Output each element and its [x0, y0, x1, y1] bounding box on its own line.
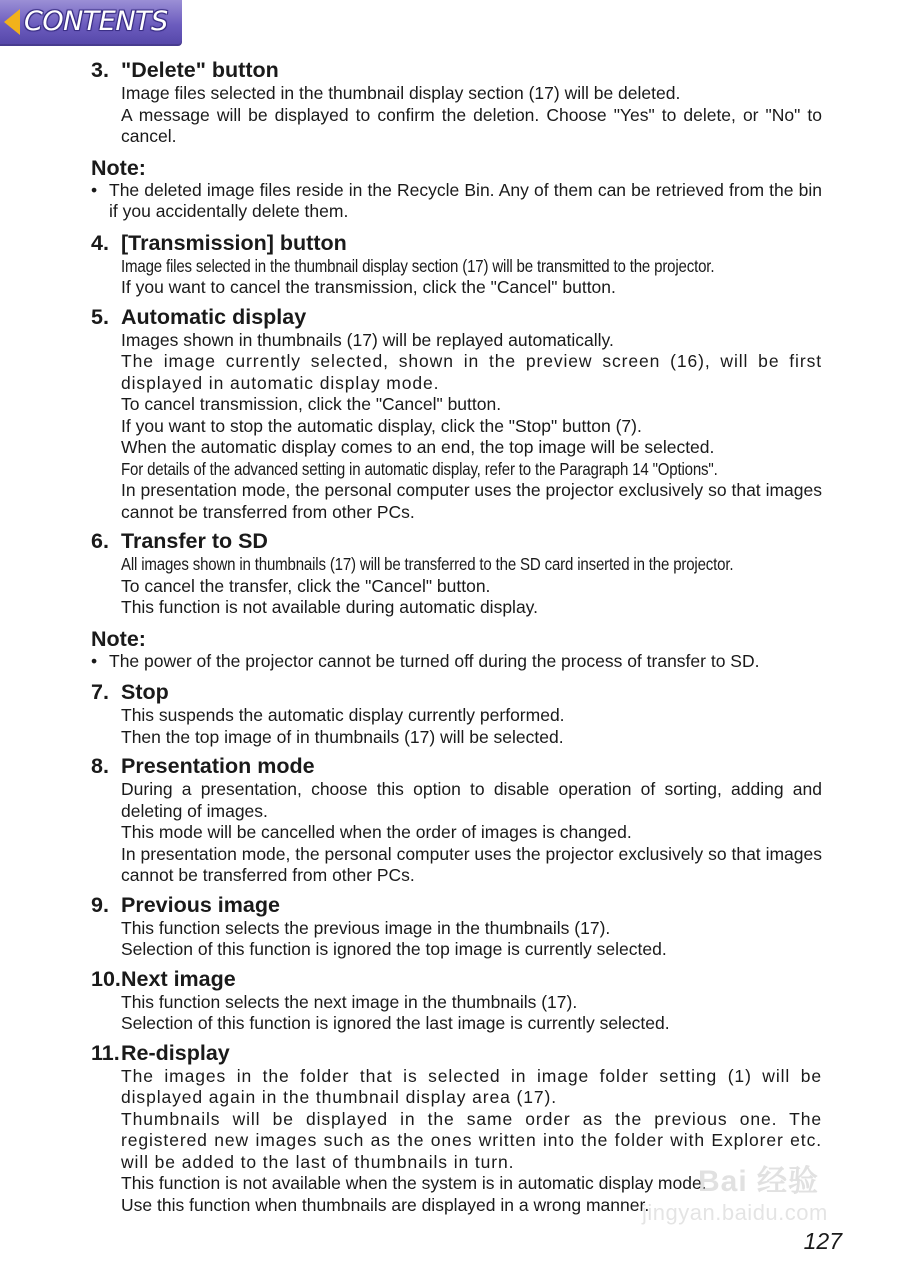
body-line: Thumbnails will be displayed in the same order as the previous one. The registered new images such as the ones written into the folder with Explorer etc. will be added to the last of thumbnails in turn. — [121, 1108, 822, 1172]
body-line: This function selects the previous image in the thumbnails (17). — [121, 917, 611, 938]
section-heading — [91, 231, 822, 256]
note-block — [91, 156, 822, 223]
note-title: Note: — [91, 626, 146, 651]
section-presentation-mode — [91, 754, 822, 887]
section-heading — [91, 680, 822, 705]
section-title: Presentation mode — [121, 754, 315, 778]
section-number: 5. — [91, 304, 109, 329]
body-line: Then the top image of in thumbnails (17) will be selected. — [121, 726, 564, 747]
body-line: In presentation mode, the personal computer uses the projector exclusively so that images cannot be transferred from other PCs. — [121, 480, 822, 522]
body-line: A message will be displayed to confirm the deletion. Choose "Yes" to delete, or "No" to cancel. — [121, 104, 822, 146]
contents-label: CONTENTS — [24, 6, 168, 37]
body-line: Use this function when thumbnails are displayed in a wrong manner. — [121, 1194, 650, 1215]
bullet-icon: • — [91, 650, 98, 671]
body-line: This function is not available during automatic display. — [121, 597, 538, 617]
body-line: If you want to cancel the transmission, click the "Cancel" button. — [121, 277, 616, 297]
section-stop — [91, 680, 822, 748]
section-heading — [91, 754, 822, 779]
body-line: Image files selected in the thumbnail display section (17) will be deleted. — [121, 83, 681, 103]
note-block — [91, 627, 822, 673]
section-title: Re-display — [121, 1040, 230, 1065]
note-text: The deleted image files reside in the Recycle Bin. Any of them can be retrieved from the bin if you accidentally delete them. — [109, 179, 822, 221]
section-title: Stop — [121, 680, 169, 704]
body-line: To cancel the transfer, click the "Cancel" button. — [121, 575, 491, 596]
body-line: To cancel transmission, click the "Cancel" button. — [121, 394, 502, 414]
note-title: Note: — [91, 155, 146, 180]
body-line: When the automatic display comes to an end, the top image will be selected. — [121, 437, 715, 457]
body-line: Images shown in thumbnails (17) will be replayed automatically. — [121, 329, 614, 350]
section-heading — [91, 893, 822, 918]
watermark-logo: Bai 经验 — [698, 1165, 820, 1198]
body-line: For details of the advanced setting in automatic display, refer to the Paragraph 14 "Options". — [121, 458, 718, 479]
body-line: Selection of this function is ignored the last image is currently selected. — [121, 1013, 670, 1033]
body-line: If you want to stop the automatic display, click the "Stop" button (7). — [121, 415, 642, 436]
note-item — [91, 651, 822, 673]
section-title: [Transmission] button — [121, 230, 347, 255]
body-line: The image currently selected, shown in the preview screen (16), will be first displayed in automatic display mode. — [121, 351, 822, 393]
body-line: This mode will be cancelled when the order of images is changed. — [121, 822, 632, 842]
body-line: The images in the folder that is selected in image folder setting (1) will be displayed again in the thumbnail display area (17). — [121, 1065, 822, 1107]
note-text: The power of the projector cannot be turned off during the process of transfer to SD. — [109, 650, 760, 671]
body-line: Selection of this function is ignored the top image is currently selected. — [121, 939, 667, 959]
section-number: 3. — [91, 58, 109, 82]
body-line: In presentation mode, the personal computer uses the projector exclusively so that images cannot be transferred from other PCs. — [121, 843, 822, 885]
body-line: This function is not available when the system is in automatic display mode. — [121, 1173, 707, 1193]
contents-button[interactable] — [0, 0, 182, 46]
page-number: 127 — [803, 1228, 842, 1254]
section-transmission-button — [91, 231, 822, 299]
bullet-icon: • — [91, 179, 98, 200]
section-title: "Delete" button — [121, 58, 279, 82]
section-previous-image — [91, 893, 822, 961]
section-heading — [91, 305, 822, 330]
section-heading — [91, 1041, 822, 1066]
section-heading — [91, 967, 822, 992]
section-heading — [91, 529, 822, 554]
body-line: Image files selected in the thumbnail display section (17) will be transmitted to the projector. — [121, 255, 715, 276]
section-automatic-display — [91, 305, 822, 524]
section-number: 7. — [91, 680, 109, 704]
document-body — [91, 58, 822, 1222]
section-transfer-to-sd — [91, 529, 822, 619]
body-line: This function selects the next image in the thumbnails (17). — [121, 991, 578, 1012]
body-line: During a presentation, choose this option to disable operation of sorting, adding and deleting of images. — [121, 779, 822, 821]
section-delete-button — [91, 58, 822, 148]
section-number: 8. — [91, 754, 109, 778]
section-number: 4. — [91, 230, 109, 255]
note-item — [91, 180, 822, 223]
section-title: Automatic display — [121, 304, 307, 329]
body-line: All images shown in thumbnails (17) will be transferred to the SD card inserted in the projector. — [121, 554, 734, 574]
watermark-url: jingyan.baidu.com — [642, 1200, 828, 1225]
section-number: 9. — [91, 892, 109, 917]
body-line: This suspends the automatic display currently performed. — [121, 705, 565, 725]
section-next-image — [91, 967, 822, 1035]
section-title: Next image — [121, 966, 236, 991]
section-number: 6. — [91, 529, 109, 553]
section-title: Previous image — [121, 892, 280, 917]
section-number: 10. — [91, 966, 121, 991]
section-re-display — [91, 1041, 822, 1217]
back-arrow-icon — [4, 9, 20, 35]
section-title: Transfer to SD — [121, 529, 268, 553]
section-number: 11. — [91, 1040, 120, 1065]
section-heading — [91, 58, 822, 83]
